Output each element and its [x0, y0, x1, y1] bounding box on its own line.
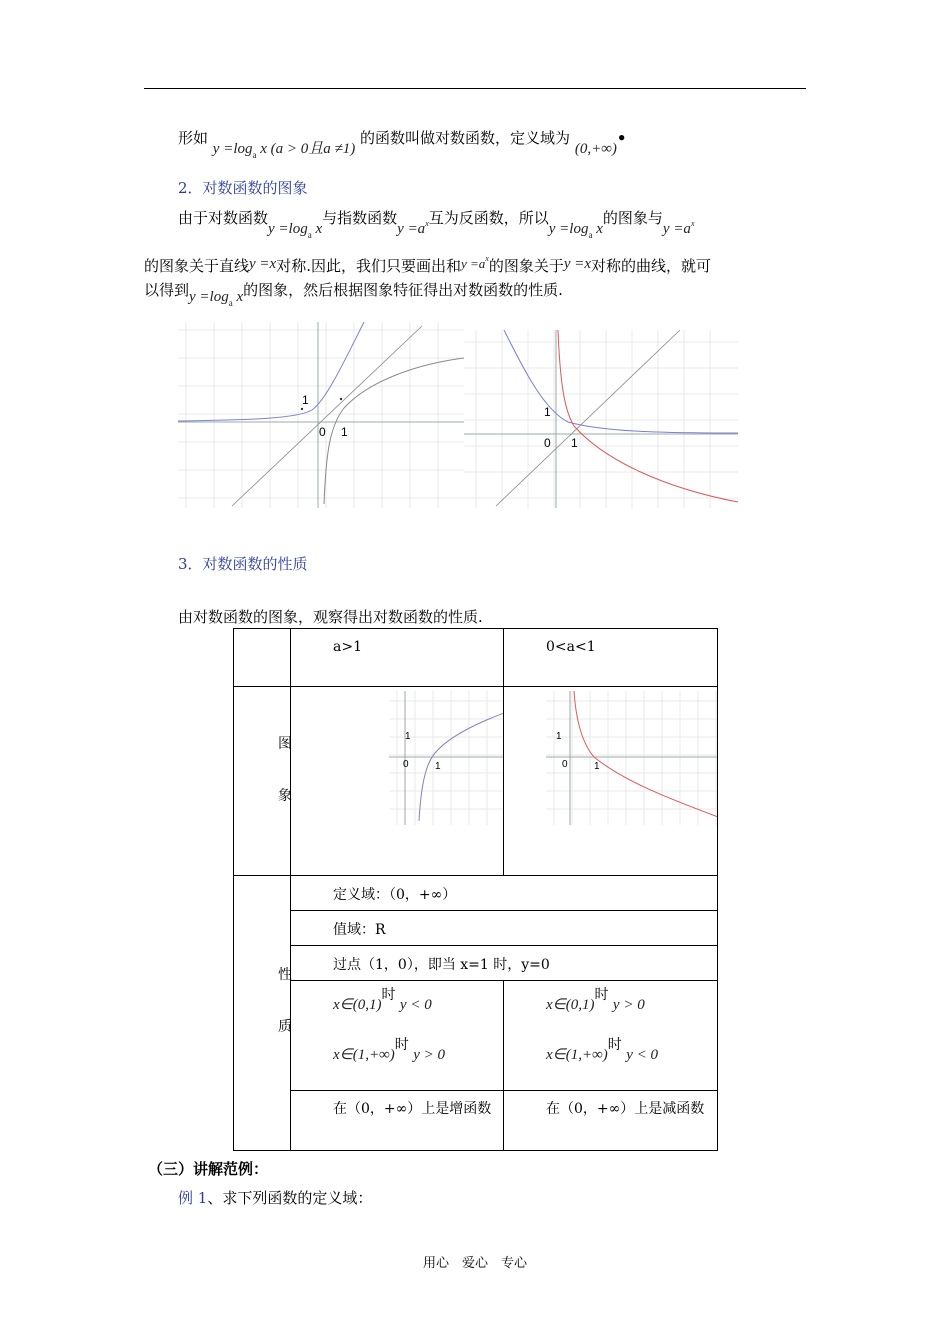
intro-suffix: 的函数叫做对数函数，定义域为: [360, 129, 571, 147]
table-props-label: 性 质: [234, 876, 291, 1151]
header-rule: [144, 88, 806, 89]
intro-formula: $y =\log_a$ x (a > 0且a ≠1): [212, 141, 356, 160]
curve-exponential-decreasing: [504, 330, 738, 433]
section2-line2: 的图象关于直线y =x对称.因此，我们只要画出和$y =a^x$的图象关于y =x对称的曲线，就可: [144, 254, 712, 275]
table-mono-decreasing: 在（0，+∞）上是减函数: [504, 1091, 718, 1151]
examples-heading: （三）讲解范例：: [148, 1160, 269, 1178]
section2-line1: 由于对数函数$y =\log_a$ x与指数函数$y =a^x$互为反函数，所以$y =\log_a$ x的图象与$y =a^x$: [178, 209, 695, 240]
table-sign-decreasing: x∈(0,1)时 y > 0 x∈(1,+∞)时 y < 0: [504, 981, 718, 1091]
table-domain-row: 定义域：（0，+∞）: [291, 876, 718, 911]
intro-domain: (0,+∞): [574, 141, 617, 157]
table-corner: [234, 629, 291, 687]
table-graph-decreasing: [504, 687, 718, 876]
table-point-row: 过点（1，0），即当 x=1 时，y=0: [291, 946, 718, 981]
label-one-y: 1: [302, 393, 309, 407]
table-range-row: 值域：R: [291, 911, 718, 946]
page-footer: 用心 爱心 专心: [422, 1256, 527, 1271]
svg-text:1: 1: [405, 731, 411, 742]
section2-line3: 以得到$y =\log_a$ x的图象，然后根据图象特征得出对数函数的性质.: [144, 281, 563, 308]
graph-log-exp-increasing: [178, 322, 464, 508]
table-graph-label: 图 象: [234, 687, 291, 876]
table-header-a-lt-1: 0<a<1: [504, 629, 718, 687]
svg-text:1: 1: [556, 731, 562, 742]
label-zero: 0: [319, 425, 326, 439]
curve-logarithm-decreasing: [558, 330, 738, 502]
table-graph-increasing: [291, 687, 504, 876]
table-sign-increasing: x∈(0,1)时 y < 0 x∈(1,+∞)时 y > 0: [291, 981, 504, 1091]
label-zero-right: 0: [544, 436, 551, 450]
line-y-equals-x-right: [496, 330, 680, 506]
table-mono-increasing: 在（0，+∞）上是增函数: [291, 1091, 504, 1151]
section3-intro: 由对数函数的图象，观察得出对数函数的性质.: [178, 608, 483, 626]
label-one-y-right: 1: [544, 405, 551, 419]
curve-exponential: [178, 322, 364, 421]
svg-text:1: 1: [594, 761, 600, 772]
line-y-equals-x: [232, 326, 422, 506]
intro-line: 形如 $y =\log_a$ x (a > 0且a ≠1) 的函数叫做对数函数，定义域为 (0,+∞)•: [178, 129, 627, 160]
example1-label: 例 1: [178, 1189, 208, 1207]
example1: [178, 1188, 372, 1208]
section2-heading: 2．对数函数的图象: [178, 179, 308, 197]
svg-text:1: 1: [435, 761, 441, 772]
label-one-x: 1: [341, 425, 348, 439]
svg-text:0: 0: [562, 759, 568, 770]
properties-table: [233, 628, 718, 1151]
section3-heading: 3．对数函数的性质: [178, 555, 308, 573]
table-header-a-gt-1: a>1: [291, 629, 504, 687]
graph-log-exp-decreasing: [464, 330, 738, 508]
svg-text:0: 0: [403, 759, 409, 770]
example1-text: 、求下列函数的定义域：: [207, 1189, 373, 1207]
intro-prefix: 形如: [178, 129, 209, 147]
label-one-x-right: 1: [571, 436, 578, 450]
